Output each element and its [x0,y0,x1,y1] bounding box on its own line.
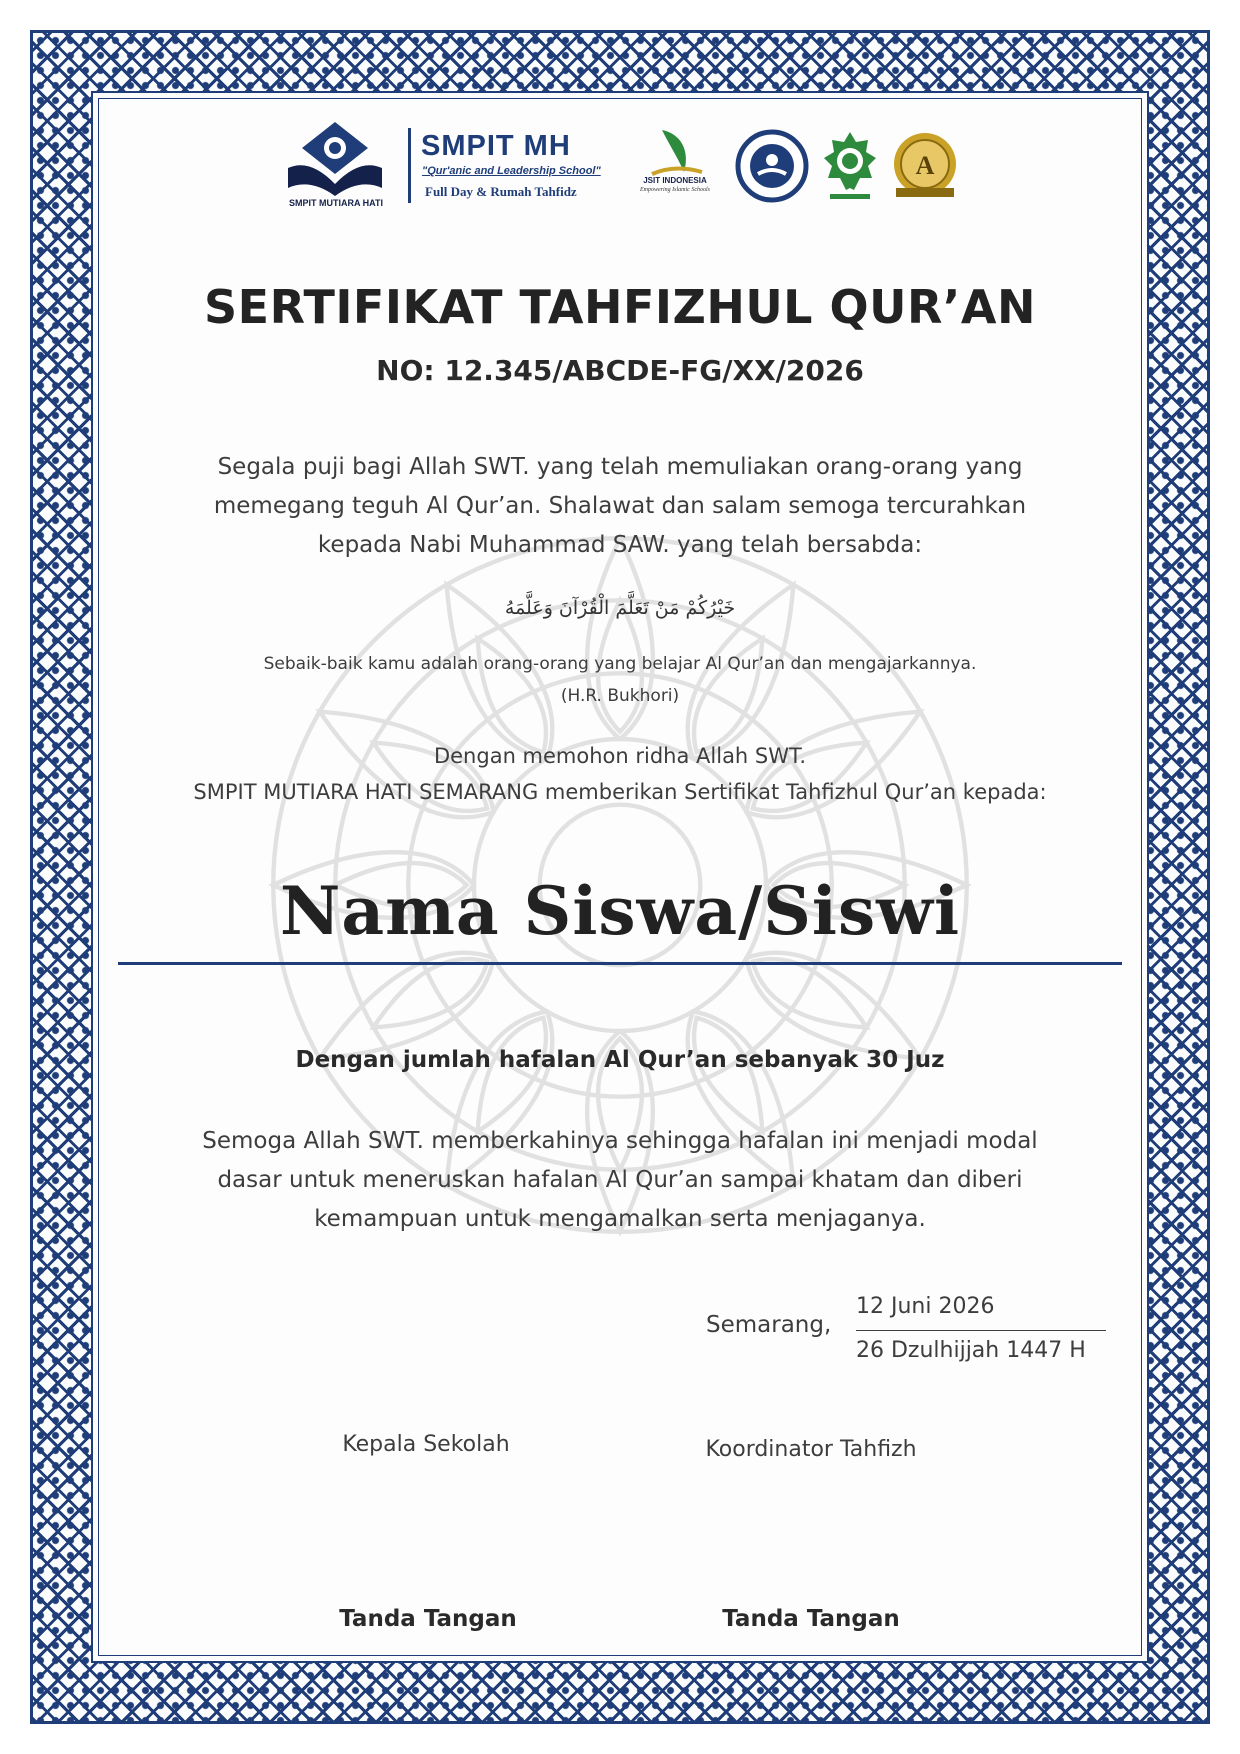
opening-line: memegang teguh Al Qur’an. Shalawat dan salam semoga tercurahkan [213,493,1027,519]
school-logo-caption: SMPIT MUTIARA HATI [289,198,383,208]
memorization-statement: Dengan jumlah hafalan Al Qur’an sebanyak 30 Juz [295,1047,945,1073]
quran-emblem-icon [822,130,878,202]
student-name: Nama Siswa/Siswi [279,872,961,950]
name-underline [118,962,1122,965]
school-short-name: SMPIT MH [421,130,571,162]
opening-paragraph [160,448,1080,565]
opening-line: kepada Nabi Muhammad SAW. yang telah bersabda: [317,532,923,558]
date-hijri: 26 Dzulhijjah 1447 H [856,1338,1086,1363]
foundation-seal-icon [732,126,812,206]
logo-divider [408,128,411,203]
school-program: Full Day & Rumah Tahfidz [425,184,577,199]
closing-line: Semoga Allah SWT. memberkahinya sehingga hafalan ini menjadi modal [202,1128,1038,1154]
jsit-motto: Empowering Islamic Schools [640,187,710,193]
intro-line: SMPIT MUTIARA HATI SEMARANG memberikan Sertifikat Tahfizhul Qur’an kepada: [193,780,1047,804]
signatory-role-principal: Kepala Sekolah [342,1432,510,1457]
jsit-name: JSIT INDONESIA [643,176,707,185]
signatory-role-coordinator: Koordinator Tahfizh [705,1437,917,1462]
logo-header [280,118,960,218]
closing-paragraph [150,1122,1090,1239]
opening-line: Segala puji bagi Allah SWT. yang telah memuliakan orang-orang yang [217,454,1023,480]
school-tagline: "Qur'anic and Leadership School" [422,165,601,177]
signature-placeholder-principal: Tanda Tangan [339,1606,517,1632]
date-place: Semarang, [706,1312,832,1338]
accreditation-letter: A [915,151,935,180]
date-divider [856,1330,1106,1331]
certificate-number: NO: 12.345/ABCDE-FG/XX/2026 [376,354,864,387]
closing-line: dasar untuk meneruskan hafalan Al Qur’an sampai khatam dan diberi [217,1167,1023,1193]
signature-placeholder-coordinator: Tanda Tangan [722,1606,900,1632]
intro-line: Dengan memohon ridha Allah SWT. [433,744,807,768]
closing-line: kemampuan untuk mengamalkan serta menjaganya. [314,1206,926,1232]
hadith-block [80,648,1160,712]
accreditation-badge-icon [890,130,960,202]
hadith-translation: Sebaik-baik kamu adalah orang-orang yang belajar Al Qur’an dan mengajarkannya. [263,654,977,674]
date-gregorian: 12 Juni 2026 [856,1294,995,1319]
intro-block [80,738,1160,810]
certificate-title: SERTIFIKAT TAHFIZHUL QUR’AN [204,280,1036,334]
arabic-hadith: خَيْرُكُمْ مَنْ تَعَلَّمَ الْقُرْآنَ وَعَلَّمَهُ [504,597,736,619]
school-logo-icon [280,118,390,210]
hadith-source: (H.R. Bukhori) [560,686,680,706]
